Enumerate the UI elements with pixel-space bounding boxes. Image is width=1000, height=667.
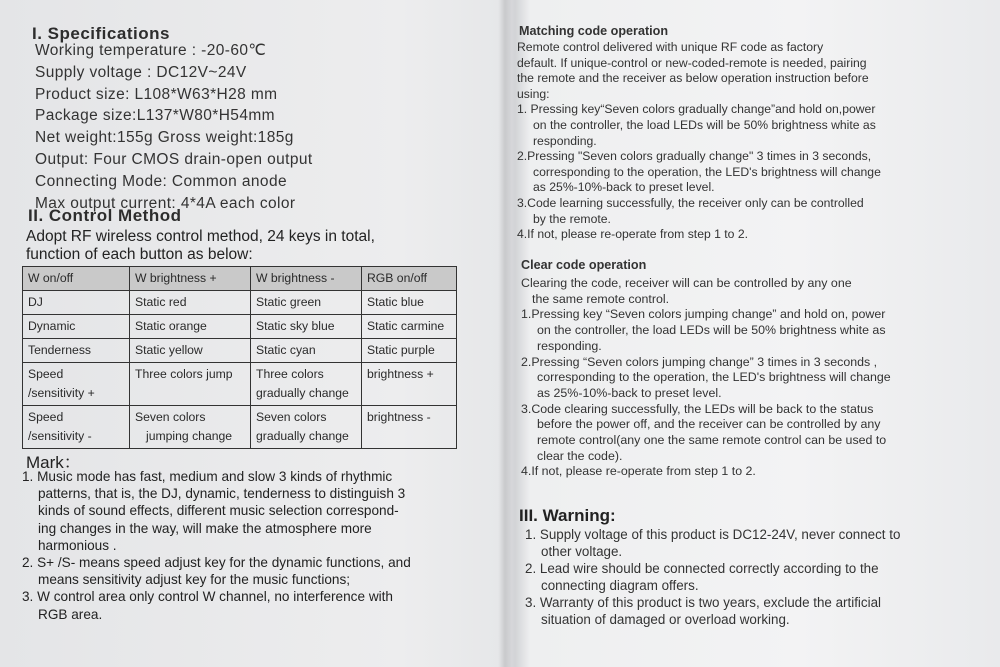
warning-line: connecting diagram offers. — [541, 578, 699, 593]
table-cell: Static blue — [362, 291, 457, 315]
table-cell — [23, 406, 130, 449]
table-header-cell: W brightness - — [251, 267, 362, 291]
warning-line: 1. Supply voltage of this product is DC12-24V, never connect to — [525, 527, 901, 542]
spec-line: Connecting Mode: Common anode — [35, 172, 287, 190]
table-cell — [251, 363, 362, 406]
warning-line: 2. Lead wire should be connected correctly according to the — [525, 561, 879, 576]
matching-line: responding. — [533, 133, 597, 148]
table-cell: brightness + — [362, 363, 457, 406]
cell-line: Speed — [28, 367, 64, 381]
control-intro — [26, 228, 375, 264]
control-intro-line: function of each button as below: — [26, 246, 253, 263]
cell-line: Seven colors — [135, 410, 206, 424]
table-header-cell: RGB on/off — [362, 267, 457, 291]
table-cell: Dynamic — [23, 315, 130, 339]
cell-line: /sensitivity - — [28, 429, 92, 443]
cell-line: Seven colors — [256, 410, 327, 424]
table-cell: Tenderness — [23, 339, 130, 363]
matching-line: 3.Code learning successfully, the receiver only can be controlled — [517, 195, 864, 210]
spec-line: Net weight:155g Gross weight:185g — [35, 129, 294, 147]
table-row — [23, 363, 457, 406]
mark-line: kinds of sound effects, different music selection correspond- — [38, 503, 399, 519]
clear-line: 1.Pressing key “Seven colors jumping change” and hold on, power — [521, 307, 886, 322]
clear-line: Clearing the code, receiver will can be controlled by any one — [521, 276, 852, 290]
cell-line: Speed — [28, 410, 64, 424]
table-cell — [251, 406, 362, 449]
mark-line: 1. Music mode has fast, medium and slow 3 kinds of rhythmic — [22, 469, 393, 484]
clear-line: responding. — [537, 338, 602, 353]
clear-code-text — [521, 276, 891, 480]
specifications-list — [35, 40, 313, 214]
table-cell: Static sky blue — [251, 315, 362, 339]
table-cell: Static yellow — [130, 339, 251, 363]
mark-line: RGB area. — [38, 606, 103, 622]
cell-line: Three colors — [256, 367, 324, 381]
clear-line: corresponding to the operation, the LED's brightness will change — [537, 370, 891, 385]
matching-code-heading: Matching code operation — [519, 24, 669, 38]
warning-line: 3. Warranty of this product is two years, exclude the artificial — [525, 595, 881, 610]
mark-heading: Mark： — [26, 453, 81, 472]
remote-key-table — [22, 266, 457, 449]
mark-line: means sensitivity adjust key for the music functions; — [38, 572, 351, 588]
clear-line: 3.Code clearing successfully, the LEDs will be back to the status — [521, 401, 874, 416]
matching-line: the remote and the receiver as below operation instruction before — [517, 71, 869, 86]
control-intro-line: Adopt RF wireless control method, 24 keys in total, — [26, 228, 375, 245]
matching-line: Remote control delivered with unique RF code as factory — [517, 40, 824, 54]
matching-line: by the remote. — [533, 211, 611, 226]
table-cell: Three colors jump — [130, 363, 251, 406]
spec-line: Output: Four CMOS drain-open output — [35, 150, 313, 168]
mark-line: 3. W control area only control W channel, no interference with — [22, 589, 393, 605]
mark-line: harmonious . — [38, 537, 117, 553]
clear-code-heading: Clear code operation — [521, 258, 647, 272]
table-row — [23, 406, 457, 449]
cell-line: gradually change — [256, 386, 349, 400]
clear-line: clear the code). — [537, 448, 623, 463]
mark-line: patterns, that is, the DJ, dynamic, tenderness to distinguish 3 — [38, 486, 406, 502]
table-cell: Static orange — [130, 315, 251, 339]
cell-line: /sensitivity + — [28, 386, 95, 400]
table-cell: Static carmine — [362, 315, 457, 339]
clear-line: before the power off, and the receiver can be controlled by any — [537, 417, 881, 432]
table-cell — [130, 406, 251, 449]
specifications-heading: I. Specifications — [32, 24, 170, 43]
table-row — [23, 339, 457, 363]
spec-line: Package size:L137*W80*H54mm — [35, 107, 275, 125]
cell-line: jumping change — [146, 429, 233, 443]
table-row — [23, 315, 457, 339]
clear-line: 4.If not, please re-operate from step 1 to 2. — [521, 464, 756, 479]
mark-line: 2. S+ /S- means speed adjust key for the dynamic functions, and — [22, 555, 411, 571]
warning-list — [525, 526, 900, 628]
warning-line: other voltage. — [541, 544, 623, 559]
right-page — [505, 0, 1000, 667]
table-header-cell: W on/off — [23, 267, 130, 291]
table-header-cell: W brightness + — [130, 267, 251, 291]
mark-line: ing changes in the way, will make the atmosphere more — [38, 520, 372, 536]
table-header-row — [23, 267, 457, 291]
matching-line: 2.Pressing "Seven colors gradually change" 3 times in 3 seconds, — [517, 149, 872, 164]
matching-line: on the controller, the load LEDs will be 50% brightness white as — [533, 117, 876, 132]
spec-line: Product size: L108*W63*H28 mm — [35, 85, 278, 103]
table-cell: Static green — [251, 291, 362, 315]
matching-line: as 25%-10%-back to preset level. — [533, 180, 715, 195]
table-cell: Static red — [130, 291, 251, 315]
clear-line: the same remote control. — [532, 291, 670, 306]
clear-line: 2.Pressing “Seven colors jumping change” 3 times in 3 seconds , — [521, 354, 878, 369]
control-method-heading: II. Control Method — [28, 206, 182, 225]
matching-line: using: — [517, 86, 550, 101]
matching-line: corresponding to the operation, the LED's brightness will change — [533, 164, 881, 179]
spec-line: Working temperature : -20-60℃ — [35, 42, 267, 59]
table-cell — [23, 363, 130, 406]
matching-line: default. If unique-control or new-coded-remote is needed, pairing — [517, 55, 867, 70]
clear-line: as 25%-10%-back to preset level. — [537, 385, 722, 400]
matching-code-text — [517, 40, 881, 243]
table-cell: DJ — [23, 291, 130, 315]
matching-line: 4.If not, please re-operate from step 1 to 2. — [517, 227, 749, 242]
spec-line: Max output current: 4*4A each color — [35, 194, 296, 212]
clear-line: remote control(any one the same remote control can be used to — [537, 433, 887, 448]
table-cell: Static purple — [362, 339, 457, 363]
cell-line: gradually change — [256, 429, 349, 443]
spec-line: Supply voltage : DC12V~24V — [35, 63, 247, 81]
matching-line: 1. Pressing key“Seven colors gradually change”and hold on,power — [517, 102, 876, 117]
table-row — [23, 291, 457, 315]
warning-line: situation of damaged or overload working. — [541, 612, 790, 627]
warning-heading: III. Warning: — [519, 506, 616, 525]
table-cell: Static cyan — [251, 339, 362, 363]
clear-line: on the controller, the load LEDs will be 50% brightness white as — [537, 323, 886, 338]
table-cell: brightness - — [362, 406, 457, 449]
mark-notes — [22, 468, 411, 623]
